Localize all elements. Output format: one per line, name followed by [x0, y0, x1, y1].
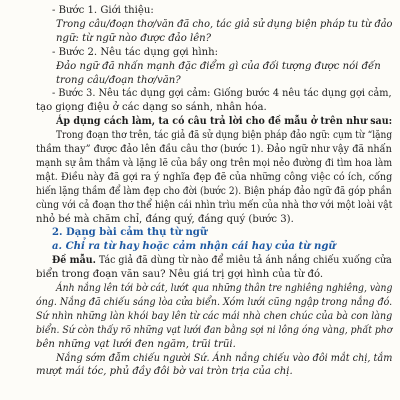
- answer-line-1: Trong đoạn thơ trên, tác giả đã sử dụng biện pháp đảo ngữ: cụm từ “lặng: [56, 130, 393, 142]
- step-1-text-line-1: Trong câu/đoạn thơ/văn đã cho, tác giả sử dụng biện pháp tu từ đảo: [56, 18, 393, 30]
- answer-line-3: mạnh sự âm thầm và lặng lẽ của bầy ong trên mọi nẻo đường đi tìm hoa làm: [36, 157, 393, 169]
- step-3-line-1: - Bước 3. Nêu tác dụng gợi cảm: Giống bước 4 nêu tác dụng gợi cảm,: [52, 88, 392, 100]
- step-2-text-line-2: trong câu/đoạn thơ/văn?: [56, 74, 181, 86]
- section-heading: 2. Dạng bài cảm thụ từ ngữ: [52, 227, 208, 239]
- passage-line-3: Sứ nhìn những làn khói bay lên từ các mái nhà chen chúc của bà con làng: [36, 310, 393, 322]
- sample-line-2: biển trong đoạn văn sau? Nêu giá trị gợi hình của từ đó.: [36, 269, 324, 281]
- step-1-line: - Bước 1. Giới thiệu:: [52, 5, 154, 16]
- answer-line-7: nhỏ bé mà chăm chỉ, đáng quý, đáng quý (bước 3).: [36, 213, 294, 225]
- passage-line-1: Ánh nắng lên tới bờ cát, lướt qua những thân tre nghiêng nghiêng, vàng: [56, 283, 393, 294]
- answer-line-6: cùng với cả đoạn thơ thể hiện cái nhìn trìu mến của nhà thơ với một loài vật: [36, 199, 393, 211]
- apply-heading: Áp dụng cách làm, ta có câu trả lời cho đề mẫu ở trên như sau:: [56, 116, 393, 128]
- subsection-heading: a. Chỉ ra từ hay hoặc cảm nhận cái hay của từ ngữ: [52, 241, 336, 253]
- passage-line-5: bên những vạt lưới đen ngăm, trũi trũi.: [36, 338, 236, 350]
- step-2-line: - Bước 2. Nêu tác dụng gợi hình:: [52, 46, 219, 58]
- sample-label: Đề mẫu.: [52, 255, 96, 267]
- passage-line-7: mượt mái tóc, phủ đầy đôi bờ vai tròn trịa của chị.: [36, 366, 293, 378]
- sample-prompt: Tác giả đã dùng từ nào để miêu tả ánh nắng chiếu xuống cửa: [95, 255, 392, 267]
- answer-line-5: hiến lặng thầm để làm đẹp cho đời (bước 2). Biện pháp đảo ngữ đã góp phần: [36, 185, 392, 197]
- answer-line-4: mật. Điều này đã gợi ra ý nghĩa đẹp đẽ của những công việc có ích, cống: [36, 171, 393, 183]
- passage-line-2: óng. Nắng đã chiếu sáng lòa cửa biển. Xóm lưới cũng ngập trong nắng đó.: [36, 296, 393, 308]
- step-3-line-2: tạo giọng điệu ở các dạng so sánh, nhân hóa.: [36, 102, 267, 114]
- sample-line-1: [52, 254, 392, 269]
- passage-line-4: biển. Sứ còn thấy rõ những vạt lưới đan bằng sợi ni lông óng vàng, phất phơ: [36, 324, 393, 336]
- step-2-text-line-1: Đảo ngữ đã nhấn mạnh đặc điểm gì của đối tượng được nói đến: [56, 60, 381, 72]
- answer-line-2: thầm thay” được đảo lên đầu câu thơ (bước 1). Đảo ngữ như vậy đã nhấn: [36, 144, 392, 155]
- passage-line-6: Nắng sớm đẫm chiếu người Sứ. Ánh nắng chiếu vào đôi mắt chị, tắm: [56, 352, 393, 364]
- step-1-text-line-2: ngữ: từ ngữ nào được đảo lên?: [56, 32, 212, 44]
